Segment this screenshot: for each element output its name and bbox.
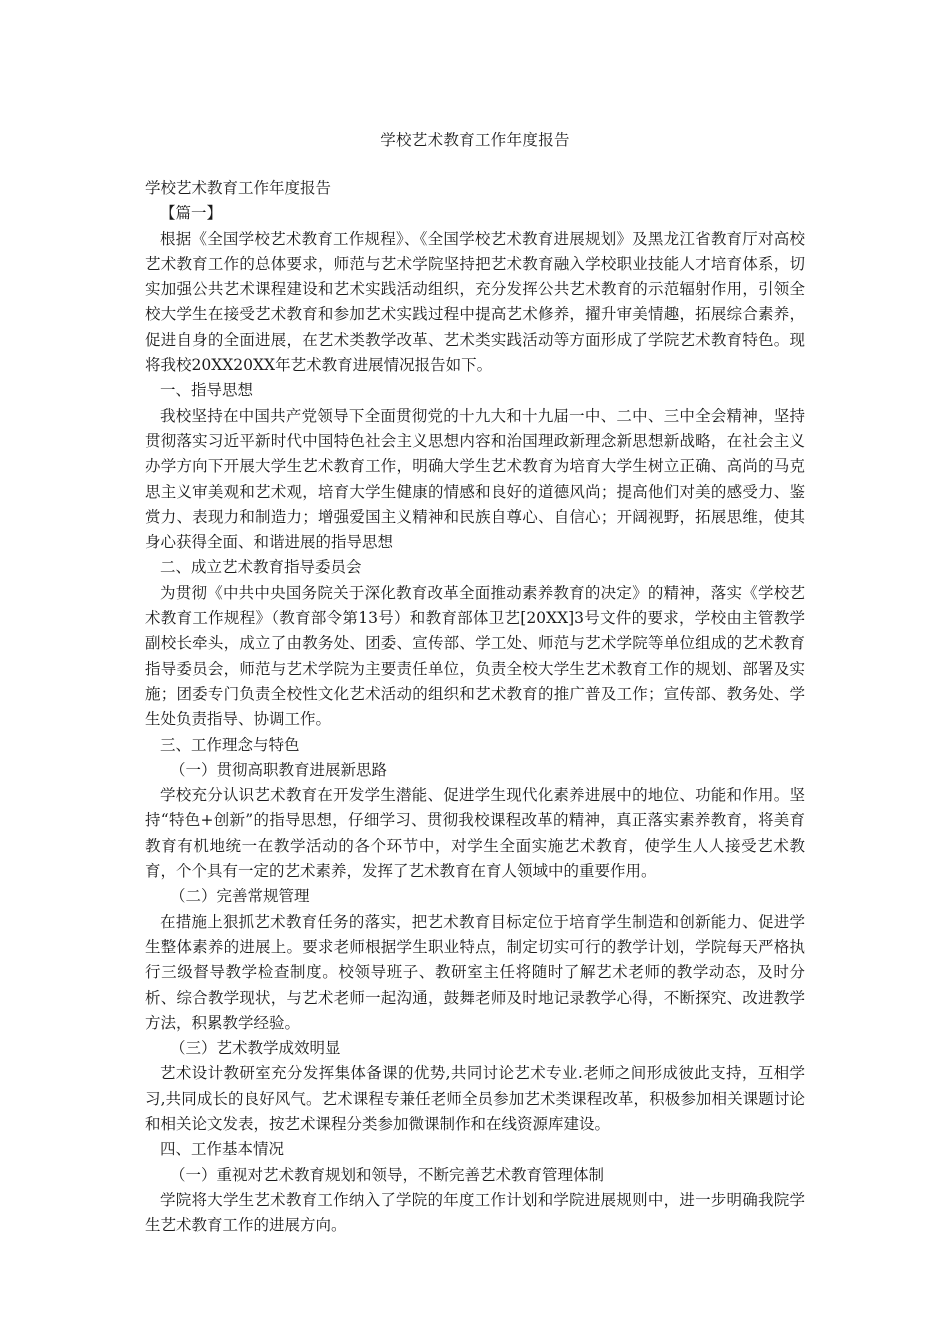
intro-paragraph: 根据《全国学校艺术教育工作规程》、《全国学校艺术教育进展规划》及黑龙江省教育厅对高校艺术教育工作的总体要求，师范与艺术学院坚持把艺术教育融入学校职业技能人才培育体系，切实加强公共艺术课程建设和艺术实践活动组织，充分发挥公共艺术教育的示范辐射作用，引领全校大学生在接受艺术教育和参加艺术实践过程中提高艺术修养，擢升审美情趣，拓展综合素养，促进自身的全面进展，在艺术类教学改革、艺术类实践活动等方面形成了学院艺术教育特色。现将我校20XX20XX年艺术教育进展情况报告如下。 — [145, 229, 805, 375]
heading-guiding-ideology: 一、指导思想 — [160, 381, 254, 400]
paragraph-management: 在措施上狠抓艺术教育任务的落实，把艺术教育目标定位于培育学生制造和创新能力、促进学生整体素养的进展上。要求老师根据学生职业特点，制定切实可行的教学计划，学院每天严格执行三级督导教学检查制度。校领导班子、教研室主任将随时了解艺术老师的教学动态，及时分析、综合教学现状，与艺术老师一起沟通，鼓舞老师及时地记录教学心得，不断探究、改进教学方法，积累教学经验。 — [145, 912, 805, 1032]
subheading-management: （二）完善常规管理 — [170, 887, 310, 906]
document-subtitle: 学校艺术教育工作年度报告 — [145, 179, 332, 197]
section-label: 【篇一】 — [160, 204, 223, 223]
heading-basic-situation: 四、工作基本情况 — [160, 1140, 285, 1159]
paragraph-planning: 学院将大学生艺术教育工作纳入了学院的年度工作计划和学院进展规则中，进一步明确我院学生艺术教育工作的进展方向。 — [145, 1190, 805, 1235]
subheading-results: （三）艺术教学成效明显 — [170, 1039, 341, 1058]
document-title: 学校艺术教育工作年度报告 — [380, 131, 570, 149]
paragraph-committee: 为贯彻《中共中央国务院关于深化教育改革全面推动素养教育的决定》的精神，落实《学校艺术教育工作规程》（教育部令第13号）和教育部体卫艺[20XX]3号文件的要求，学校由主管教学副校长牵头，成立了由教务处、团委、宣传部、学工处、师范与艺术学院等单位组成的艺术教育指导委员会，师范与艺术学院为主要责任单位，负责全校大学生艺术教育工作的规划、部署及实施；团委专门负责全校性文化艺术活动的组织和艺术教育的推广普及工作；宣传部、教务处、学生处负责指导、协调工作。 — [145, 583, 805, 729]
paragraph-guiding-ideology: 我校坚持在中国共产党领导下全面贯彻党的十九大和十九届一中、二中、三中全会精神，坚持贯彻落实习近平新时代中国特色社会主义思想内容和治国理政新理念新思想新战略，在社会主义办学方向下开展大学生艺术教育工作，明确大学生艺术教育为培育大学生树立正确、高尚的马克思主义审美观和艺术观，培育大学生健康的情感和良好的道德风尚；提高他们对美的感受力、鉴赏力、表现力和制造力；增强爱国主义精神和民族自尊心、自信心；开阔视野，拓展思维，使其身心获得全面、和谐进展的指导思想 — [145, 406, 805, 552]
subheading-new-thinking: （一）贯彻高职教育进展新思路 — [170, 760, 388, 779]
heading-concept: 三、工作理念与特色 — [160, 735, 300, 754]
subheading-planning: （一）重视对艺术教育规划和领导，不断完善艺术教育管理体制 — [170, 1165, 605, 1184]
paragraph-new-thinking: 学校充分认识艺术教育在开发学生潜能、促进学生现代化素养进展中的地位、功能和作用。坚持“特色+创新”的指导思想，仔细学习、贯彻我校课程改革的精神，真正落实素养教育，将美育教育有机地统一在教学活动的各个环节中，对学生全面实施艺术教育，使学生人人接受艺术教育，个个具有一定的艺术素养，发挥了艺术教育在育人领域中的重要作用。 — [145, 786, 805, 881]
document-body — [145, 176, 805, 1238]
heading-committee: 二、成立艺术教育指导委员会 — [160, 558, 362, 577]
paragraph-results: 艺术设计教研室充分发挥集体备课的优势,共同讨论艺术专业.老师之间形成彼此支持，互相学习,共同成长的良好风气。艺术课程专兼任老师全员参加艺术类课程改革，积极参加相关课题讨论和相关论文发表，按艺术课程分类参加微课制作和在线资源库建设。 — [145, 1064, 805, 1133]
